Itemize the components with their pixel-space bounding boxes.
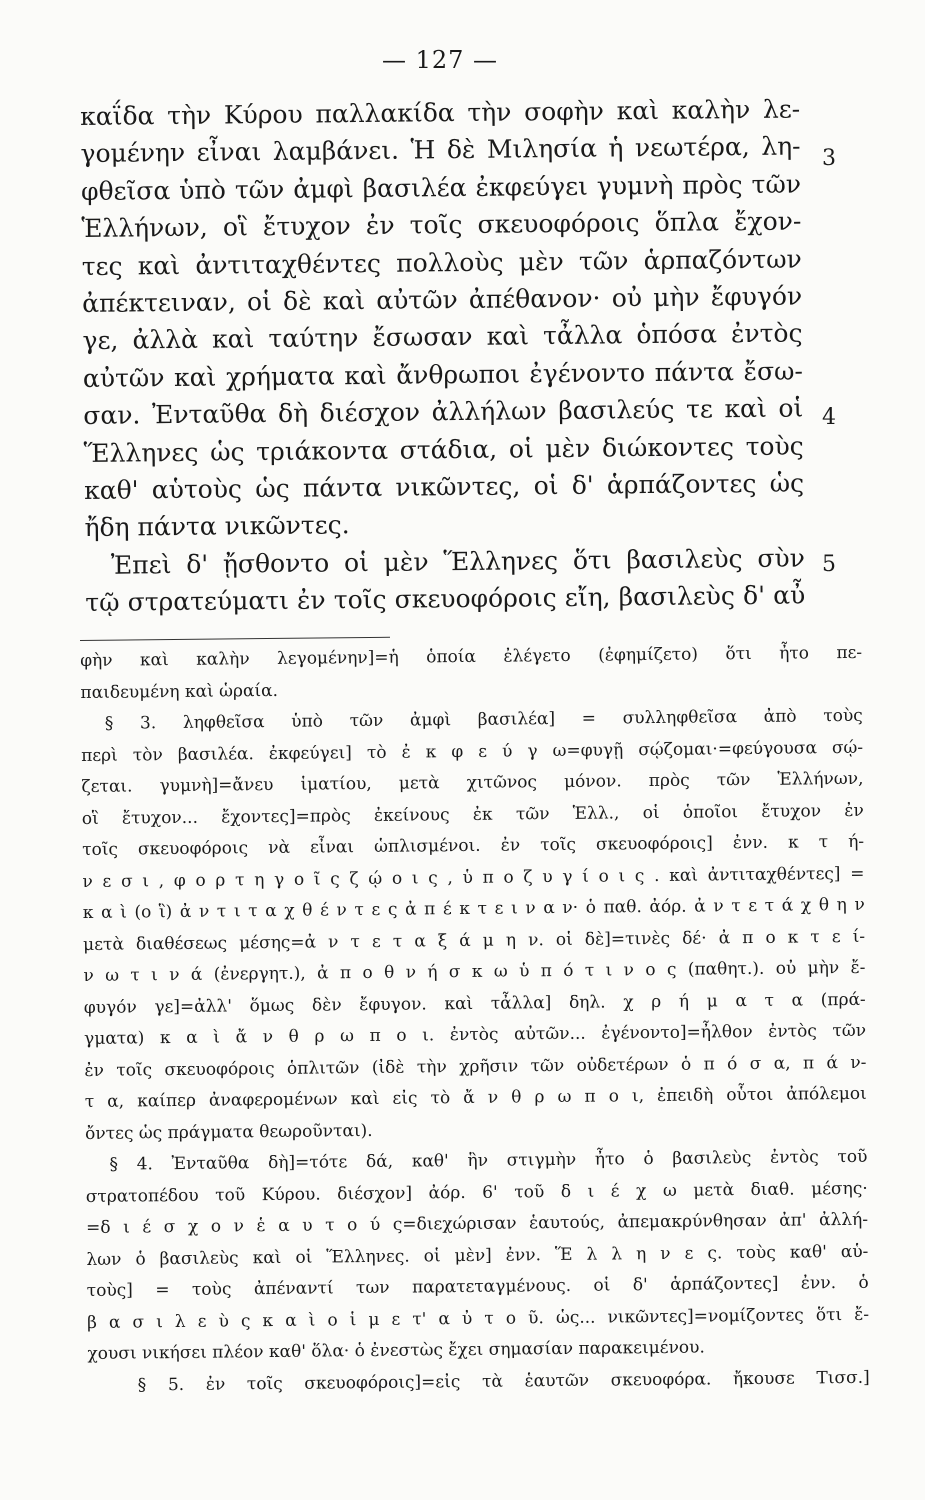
note-line: στρατοπέδου τοῦ Κύρου. διέσχον] ἀόρ. 6' τοῦ δ ι έ χ ω μετὰ διαθ. μέσης·	[85, 1178, 868, 1207]
note-line: παιδευμένη καὶ ὡραία.	[80, 680, 279, 703]
note-line: χουσι νικήσει πλέον καθ' ὅλα· ὁ ἐνεστὼς ἔχει σημασίαν παρακειμένου.	[87, 1337, 705, 1364]
note-line: κ α ὶ (ο ἳ) ἀ ν τ ι τ α χ θ έ ν τ ε ς ἀ π έ κ τ ε ι ν α ν· ὁ παθ. ἀόρ. ἀ ν τ ε τ ά χ θ η ν	[82, 894, 865, 923]
note-line: § 3. ληφθεῖσα ὑπὸ τῶν ἀμφὶ βασιλέα] = συλληφθεῖσα ἀπὸ τοὺς	[104, 705, 863, 734]
note-line: φὴν καὶ καλὴν λεγομένην]=ἡ ὁποία ἐλέγετο (ἐφημίζετο) ὅτι ἦτο πε-	[80, 642, 863, 671]
note-line: ν ω τ ι ν ά (ἐνεργητ.), ἀ π ο θ ν ή σ κ ω ὑ π ό τ ι ν ο ς (παθητ.). οὐ μὴν ἔ-	[83, 957, 866, 986]
commentary-notes	[80, 638, 870, 1402]
note-line: ζεται. γυμνὴ]=ἄνευ ἱματίου, μετὰ χιτῶνος μόνον. πρὸς τῶν Ἑλλήνων,	[81, 768, 864, 797]
note-line: γματα) κ α ὶ ἄ ν θ ρ ω π ο ι. ἐντὸς αὐτῶν... ἐγένοντο]=ἦλθον ἐντὸς τῶν	[84, 1020, 867, 1049]
note-line: ἐν τοῖς σκευοφόροις ὁπλιτῶν (ἰδὲ τὴν χρῆσιν τῶν οὐδετέρων ὁ π ό σ α, π ά ν-	[84, 1052, 867, 1081]
note-line: μετὰ διαθέσεως μέσης=ἀ ν τ ε τ α ξ ά μ η ν. οἱ δὲ]=τινὲς δέ· ἀ π ο κ τ ε ί-	[83, 926, 866, 955]
note-line: § 4. Ἐνταῦθα δὴ]=τότε δά, καθ' ἣν στιγμὴν ἦτο ὁ βασιλεὺς ἐντὸς τοῦ	[109, 1146, 868, 1175]
note-line: § 5. ἐν τοῖς σκευοφόροις]=εἰς τὰ ἑαυτῶν σκευοφόρα. ἤκουσε Τισσ.]	[137, 1367, 870, 1395]
note-line: οἳ ἔτυχον... ἔχοντες]=πρὸς ἐκείνους ἐκ τῶν Ἑλλ., οἱ ὁποῖοι ἔτυχον ἐν	[81, 800, 864, 829]
note-line: τοὺς] = τοὺς ἀπέναντί των παρατεταγμένους. οἱ δ' ἁρπάζοντες] ἐνν. ὁ	[86, 1272, 869, 1301]
main-text	[80, 90, 805, 621]
text-line: ἀπέκτειναν, οἱ δὲ καὶ αὐτῶν ἀπέθανον· οὐ μὴν ἔφυγόν	[81, 281, 803, 318]
text-line: γομένην εἶναι λαμβάνει. Ἡ δὲ Μιλησία ἡ νεωτέρα, λη-	[80, 131, 801, 169]
note-line: τ α, καίπερ ἀναφερομένων καὶ εἰς τὸ ἄ ν θ ρ ω π ο ι, ἐπειδὴ οὗτοι ἀπόλεμοι	[84, 1083, 867, 1112]
text-line: τῷ στρατεύματι ἐν τοῖς σκευοφόροις εἴη, βασιλεὺς δ' αὖ	[85, 580, 806, 618]
text-line: καΐδα τὴν Κύρου παλλακίδα τὴν σοφὴν καὶ καλὴν λε-	[80, 94, 801, 131]
text-line: σαν. Ἐνταῦθα δὴ διέσχον ἀλλήλων βασιλεύς τε καὶ οἱ	[83, 393, 804, 431]
text-line: Ἕλληνες ὡς τριάκοντα στάδια, οἱ μὲν διώκοντες τοὺς	[83, 430, 804, 468]
text-line: φθεῖσα ὑπὸ τῶν ἀμφὶ βασιλέα ἐκφεύγει γυμνὴ πρὸς τῶν	[80, 169, 802, 206]
note-line: ν ε σ ι , φ ο ρ τ η γ ο ῖ ς ζ ῴ ο ι ς , ὑ π ο ζ υ γ ί ο ι ς . καὶ ἀντιταχθέντες] =	[82, 863, 865, 892]
note-line: =δ ι έ σ χ ο ν ἑ α υ τ ο ύ ς=διεχώρισαν ἑαυτούς, ἀπεμακρύνθησαν ἀπ' ἀλλή-	[85, 1209, 869, 1238]
margin-section-number: 3	[822, 146, 836, 171]
margin-section-number: 4	[822, 405, 836, 430]
text-line: τες καὶ ἀντιταχθέντες πολλοὺς μὲν τῶν ἁρπαζόντων	[81, 244, 802, 281]
note-line: τοῖς σκευοφόροις νὰ εἶναι ὡπλισμένοι. ἐν τοῖς σκευοφόροις] ἐνν. κ τ ή-	[82, 831, 865, 860]
text-line: ἤδη πάντα νικῶντες.	[84, 510, 350, 543]
text-line: Ἐπεὶ δ' ᾔσθοντο οἱ μὲν Ἕλληνες ὅτι βασιλεὺς σὺν	[110, 543, 806, 580]
page-number: — 127 —	[381, 46, 499, 74]
note-line: φυγόν γε]=ἀλλ' ὅμως δὲν ἔφυγον. καὶ τἆλλα] δηλ. χ ρ ή μ α τ α (πρά-	[83, 989, 866, 1018]
footnote-rule	[80, 637, 390, 641]
margin-section-number: 5	[822, 552, 836, 577]
text-line: Ἑλλήνων, οἳ ἔτυχον ἐν τοῖς σκευοφόροις ὅπλα ἔχον-	[81, 206, 802, 244]
note-line: β α σ ι λ ε ὺ ς κ α ὶ ο ἱ μ ε τ' α ὐ τ ο ῦ. ὡς... νικῶντες]=νομίζοντες ὅτι ἔ-	[86, 1304, 870, 1333]
note-line: λων ὁ βασιλεὺς καὶ οἱ Ἕλληνες. οἱ μὲν] ἐνν. Ἕ λ λ η ν ε ς. τοὺς καθ' αὑ-	[86, 1241, 869, 1270]
note-line: ὄντες ὡς πράγματα θεωροῦνται).	[85, 1120, 373, 1144]
text-line: αὐτῶν καὶ χρήματα καὶ ἄνθρωποι ἐγένοντο πάντα ἔσω-	[82, 356, 804, 393]
note-line: περὶ τὸν βασιλέα. ἐκφεύγει] τὸ ἐ κ φ ε ύ γ ω=φυγῇ σῴζομαι·=φεύγουσα σῴ-	[81, 737, 864, 766]
text-line: καθ' αὑτοὺς ὡς πάντα νικῶντες, οἱ δ' ἁρπάζοντες ὡς	[83, 468, 805, 505]
text-line: γε, ἀλλὰ καὶ ταύτην ἔσωσαν καὶ τἆλλα ὁπόσα ἐντὸς	[82, 318, 803, 356]
